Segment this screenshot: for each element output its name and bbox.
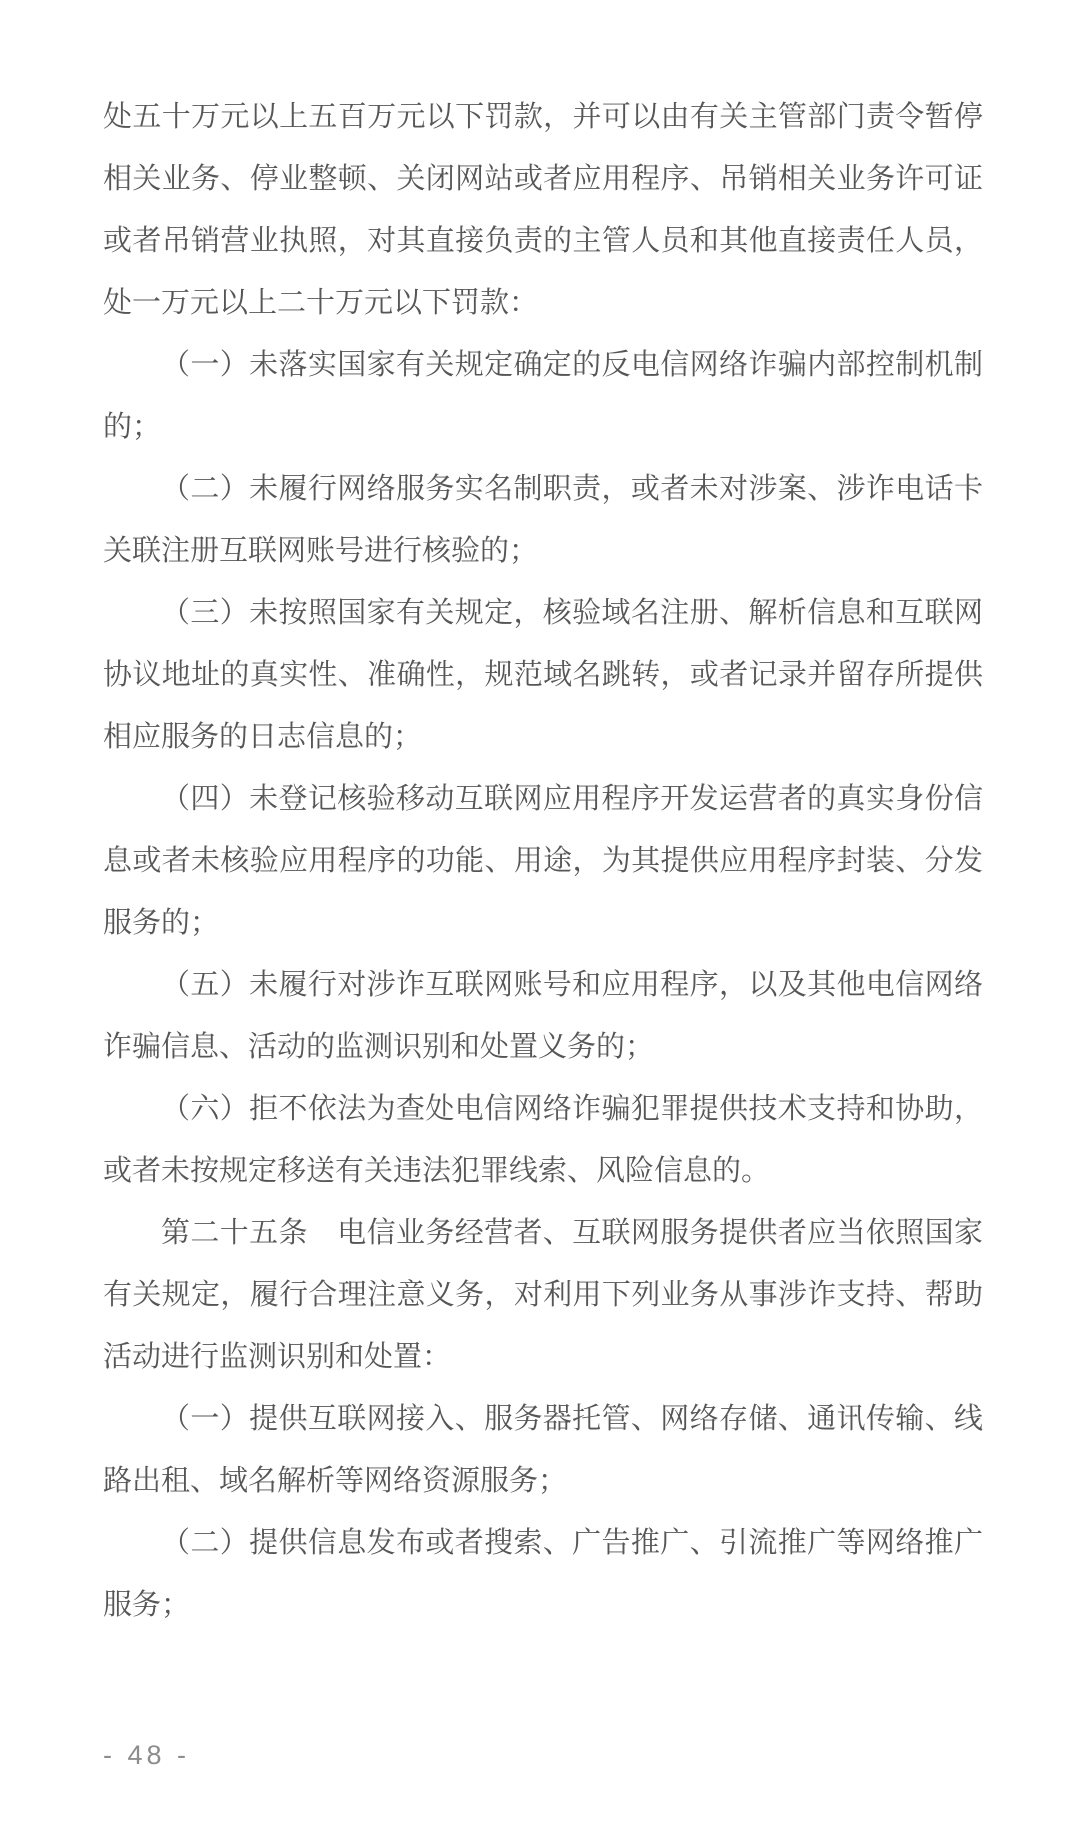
paragraph: （二）提供信息发布或者搜索、广告推广、引流推广等网络推广服务； (103, 1527, 983, 1621)
paragraph: （三）未按照国家有关规定，核验域名注册、解析信息和互联网协议地址的真实性、准确性，规范域名跳转，或者记录并留存所提供相应服务的日志信息的； (103, 597, 983, 753)
paragraph: （一）未落实国家有关规定确定的反电信网络诈骗内部控制机制的； (103, 349, 983, 443)
paragraph: （一）提供互联网接入、服务器托管、网络存储、通讯传输、线路出租、域名解析等网络资源服务； (103, 1403, 983, 1497)
text-block (103, 86, 983, 1636)
paragraph: （二）未履行网络服务实名制职责，或者未对涉案、涉诈电话卡关联注册互联网账号进行核验的； (103, 473, 983, 567)
page-number: - 48 - (103, 1740, 191, 1770)
paragraph: （六）拒不依法为查处电信网络诈骗犯罪提供技术支持和协助，或者未按规定移送有关违法犯罪线索、风险信息的。 (103, 1093, 983, 1187)
paragraph: （五）未履行对涉诈互联网账号和应用程序，以及其他电信网络诈骗信息、活动的监测识别和处置义务的； (103, 969, 983, 1063)
paragraph: 第二十五条 电信业务经营者、互联网服务提供者应当依照国家有关规定，履行合理注意义务，对利用下列业务从事涉诈支持、帮助活动进行监测识别和处置： (103, 1217, 983, 1373)
paragraph: 处五十万元以上五百万元以下罚款，并可以由有关主管部门责令暂停相关业务、停业整顿、关闭网站或者应用程序、吊销相关业务许可证或者吊销营业执照，对其直接负责的主管人员和其他直接责任人员，处一万元以上二十万元以下罚款： (103, 101, 983, 319)
paragraph: （四）未登记核验移动互联网应用程序开发运营者的真实身份信息或者未核验应用程序的功能、用途，为其提供应用程序封装、分发服务的； (103, 783, 983, 939)
